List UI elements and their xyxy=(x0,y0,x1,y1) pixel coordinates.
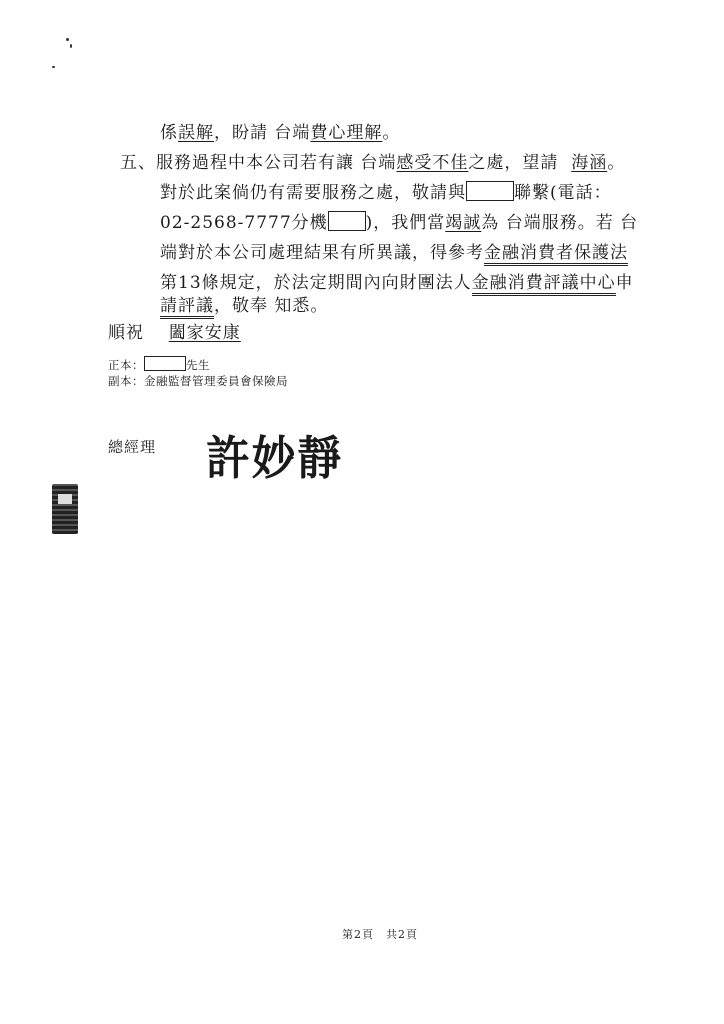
text: 。 xyxy=(382,123,401,143)
text: 服務過程中本公司若有讓 台端 xyxy=(156,153,397,173)
cc-value: 金融監督管理委員會保險局 xyxy=(144,374,288,388)
cc-recipient xyxy=(108,373,288,389)
signatory-title: 總經理 xyxy=(108,438,157,456)
text: 端對於本公司處理結果有所異議，得參考 xyxy=(160,243,484,263)
text: 不佳 xyxy=(432,153,469,173)
text: 感受 xyxy=(396,153,433,173)
closing-label: 順祝 xyxy=(108,323,144,343)
text: )，我們當 xyxy=(365,213,446,233)
original-suffix: 先生 xyxy=(186,358,210,372)
text: 之處，望請 xyxy=(468,153,559,173)
text: 請評議 xyxy=(160,296,214,319)
redaction-box xyxy=(466,181,514,201)
text: 海涵 xyxy=(571,153,608,173)
text: 費心理解 xyxy=(310,123,383,143)
phone-number: 02-2568-7777分機 xyxy=(160,213,328,233)
text: 第13條規定，於法定期間內向財團法人 xyxy=(160,273,472,293)
seal-stamp-icon xyxy=(52,484,78,534)
body-line-6 xyxy=(160,268,634,293)
scan-speck xyxy=(52,66,55,68)
text: 為 台端服務。若 台 xyxy=(481,213,639,233)
body-line-2 xyxy=(120,148,625,173)
scan-speck xyxy=(66,38,69,41)
text: 竭誠 xyxy=(445,213,482,233)
text: 聯繫(電話： xyxy=(514,183,612,203)
text: ，敬奉 知悉。 xyxy=(214,296,329,316)
text: 申 xyxy=(615,273,634,293)
body-line-5 xyxy=(160,238,628,263)
original-recipient xyxy=(108,356,210,373)
organization-name: 金融消費評議中心 xyxy=(472,273,616,296)
text: 誤解 xyxy=(178,123,214,143)
body-line-4 xyxy=(160,208,638,233)
body-line-1 xyxy=(160,118,400,143)
text: ，盼請 台端 xyxy=(214,123,311,143)
text: 對於此案倘仍有需要服務之處，敬請與 xyxy=(160,183,466,203)
closing-wish: 闔家安康 xyxy=(168,323,241,343)
text: 係 xyxy=(160,123,178,143)
law-name: 金融消費者保護法 xyxy=(484,243,628,266)
scan-speck xyxy=(70,44,72,48)
redaction-box xyxy=(144,356,186,371)
item-number: 五、 xyxy=(120,153,156,173)
body-line-3 xyxy=(160,178,612,203)
text: 。 xyxy=(607,153,626,173)
cc-label: 副本： xyxy=(108,374,144,388)
page-number: 第2頁 共2頁 xyxy=(342,928,418,941)
signature: 許妙靜 xyxy=(206,431,343,485)
original-label: 正本： xyxy=(108,358,144,372)
closing xyxy=(108,318,241,343)
redaction-box xyxy=(328,211,366,231)
body-line-7 xyxy=(160,291,328,316)
